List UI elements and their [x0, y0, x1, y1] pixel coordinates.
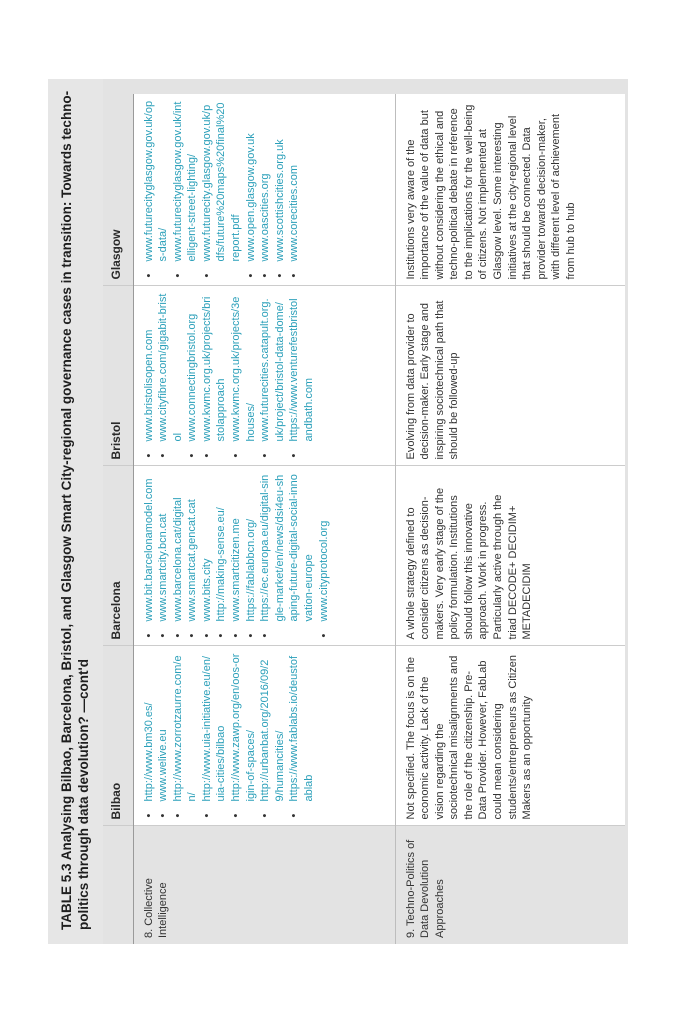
- barcelona-links-cell: [133, 466, 395, 646]
- list-item: [142, 653, 157, 810]
- bristol-assessment: Evolving from data provider to decision-maker. Early stage and inspiring sociotechnical path that should be followed-up: [404, 300, 461, 460]
- header-bilbao: Bilbao: [103, 646, 133, 826]
- bilbao-link-list: [142, 653, 317, 820]
- table-caption: TABLE 5.3 Analysing Bilbao, Barcelona, Bristol, and Glasgow Smart City-regional governance cases in transition: Towards techno-politics through data devolution? —cont'd: [59, 90, 91, 930]
- link[interactable]: www.bits.city: [200, 558, 213, 622]
- link[interactable]: https://ec.europa.eu/digital-single-market/en/news/dsi4eu-shaping-future-digital-social-innovation-europe: [259, 474, 316, 622]
- link[interactable]: http://www.bm30.es/: [142, 702, 155, 802]
- link[interactable]: www.smartcity.bcn.cat: [157, 513, 170, 622]
- link[interactable]: www.smartcitizen.me: [230, 518, 243, 622]
- link[interactable]: www.bristolisopen.com: [142, 329, 155, 442]
- link[interactable]: http://www.uia-initiative.eu/en/uia-cities/bilbao: [200, 655, 228, 802]
- list-item: [185, 473, 200, 630]
- bristol-links-cell: [133, 286, 395, 466]
- list-item: [244, 473, 259, 630]
- link[interactable]: www.futurecityglasgow.gov.uk/ops-data/: [142, 100, 170, 262]
- bilbao-links-cell: [133, 646, 395, 826]
- list-item: [171, 100, 200, 270]
- list-item: [229, 293, 258, 450]
- list-item: [229, 473, 244, 630]
- link[interactable]: www.smartcat.gencat.cat: [186, 499, 199, 622]
- list-item: [185, 293, 200, 450]
- link[interactable]: www.cityprotocol.org: [317, 520, 330, 622]
- header-empty: [103, 826, 133, 944]
- table-row: [133, 94, 395, 944]
- list-item: [142, 293, 157, 450]
- bilbao-assessment: Not specified. The focus is on the economic activity. Lack of the vision regarding the sociotechnical misalignments and the role of the citizenship. Pre-Data Provider. However, FabLab could mean considering students/entrepreneurs as Citizen Makers as an opportunity: [404, 655, 534, 820]
- header-row: [103, 94, 133, 944]
- list-item: [287, 653, 316, 810]
- list-item: [258, 653, 287, 810]
- header-barcelona: Barcelona: [103, 466, 133, 646]
- link[interactable]: http://urbanbat.org/2016/09/29/humancities/: [259, 659, 286, 802]
- table-frame: [48, 79, 628, 944]
- link[interactable]: www.barcelona.cat/digital: [171, 497, 184, 622]
- list-item: [171, 653, 200, 810]
- bristol-assessment-cell: [395, 286, 625, 466]
- glasgow-assessment-cell: [395, 94, 625, 286]
- glasgow-assessment: Institutions very aware of the importance of the value of data but without considering the ethical and techno-political debate in reference to the implications for the well-being of citizens. Not implemented at Glasgow level. Some interesting initiatives at the city-regional level that should be connected. Data provider towards decision-maker, with different level of achievement from hub to hub: [404, 104, 578, 280]
- list-item: [229, 653, 258, 810]
- link[interactable]: www.oascities.org: [259, 173, 272, 262]
- glasgow-links-cell: [133, 94, 395, 286]
- link[interactable]: www.scottishcities.org.uk: [273, 139, 286, 262]
- list-item: [200, 100, 244, 270]
- governance-table: [103, 94, 625, 944]
- link[interactable]: https://www.fablabs.io/deustofablab: [288, 655, 316, 802]
- caption-band: [48, 79, 103, 944]
- link[interactable]: www.welive.eu: [157, 729, 170, 802]
- list-item: [200, 293, 229, 450]
- link[interactable]: www.cityfibre.com/gigabit-bristol: [157, 293, 184, 442]
- list-item: [287, 293, 316, 450]
- list-item: [142, 473, 157, 630]
- link[interactable]: https://www.venturefestbristolandbath.com: [288, 298, 316, 442]
- list-item: [258, 293, 287, 450]
- list-item: [200, 473, 215, 630]
- row-label-collective-intelligence: 8. Collective Intelligence: [133, 826, 395, 944]
- list-item: [200, 653, 229, 810]
- table-container: [103, 79, 628, 944]
- list-item: [317, 473, 332, 630]
- link[interactable]: www.kwmc.org.uk/projects/3ehouses/: [230, 296, 257, 442]
- header-glasgow: Glasgow: [103, 94, 133, 286]
- bristol-link-list: [142, 293, 317, 460]
- header-bristol: Bristol: [103, 286, 133, 466]
- list-item: [244, 100, 259, 270]
- link[interactable]: www.open.glasgow.gov.uk: [244, 133, 257, 262]
- row-label-techno-politics: 9. Techno-Politics of Data Devolution Approaches: [395, 826, 625, 944]
- list-item: [273, 100, 288, 270]
- link[interactable]: www.bit.barcelonamodel.com: [142, 478, 155, 622]
- link[interactable]: www.corecities.com: [288, 164, 301, 262]
- barcelona-assessment-cell: [395, 466, 625, 646]
- link[interactable]: www.connectingbristol.org: [186, 313, 199, 442]
- list-item: [258, 100, 273, 270]
- list-item: [214, 473, 229, 630]
- glasgow-link-list: [142, 100, 303, 280]
- list-item: [142, 100, 171, 270]
- list-item: [156, 473, 171, 630]
- link[interactable]: https://fablabbcn.org/: [244, 518, 257, 622]
- list-item: [258, 473, 316, 630]
- list-item: [287, 100, 302, 270]
- link[interactable]: www.futurecity.glasgow.gov.uk/pdfs/future%20maps%20final%20report.pdf: [200, 102, 243, 262]
- list-item: [156, 293, 185, 450]
- link[interactable]: http://www.zawp.org/en/oos-origin-of-spaces/: [230, 653, 257, 802]
- table-row: [395, 94, 625, 944]
- list-item: [156, 653, 171, 810]
- link[interactable]: www.kwmc.org.uk/projects/bristolapproach: [200, 296, 228, 442]
- link[interactable]: http://www.zorrotzaurre.com/en/: [171, 655, 199, 802]
- link[interactable]: http://making-sense.eu/: [215, 507, 228, 622]
- barcelona-assessment: A whole strategy defined to consider citizens as decision-makers. Very early stage of the policy formulation. Institutions should follow this innovative approach. Work in progress. Particularly active through the triad DECODE+ DECIDIM+ METADECIDIM: [404, 487, 534, 640]
- bilbao-assessment-cell: [395, 646, 625, 826]
- link[interactable]: www.futurecityglasgow.gov.uk/intelligent-street-lighting/: [171, 101, 199, 262]
- list-item: [171, 473, 186, 630]
- link[interactable]: www.futurecities.catapult.org.uk/project/bristol-data-dome/: [259, 298, 286, 442]
- barcelona-link-list: [142, 473, 332, 640]
